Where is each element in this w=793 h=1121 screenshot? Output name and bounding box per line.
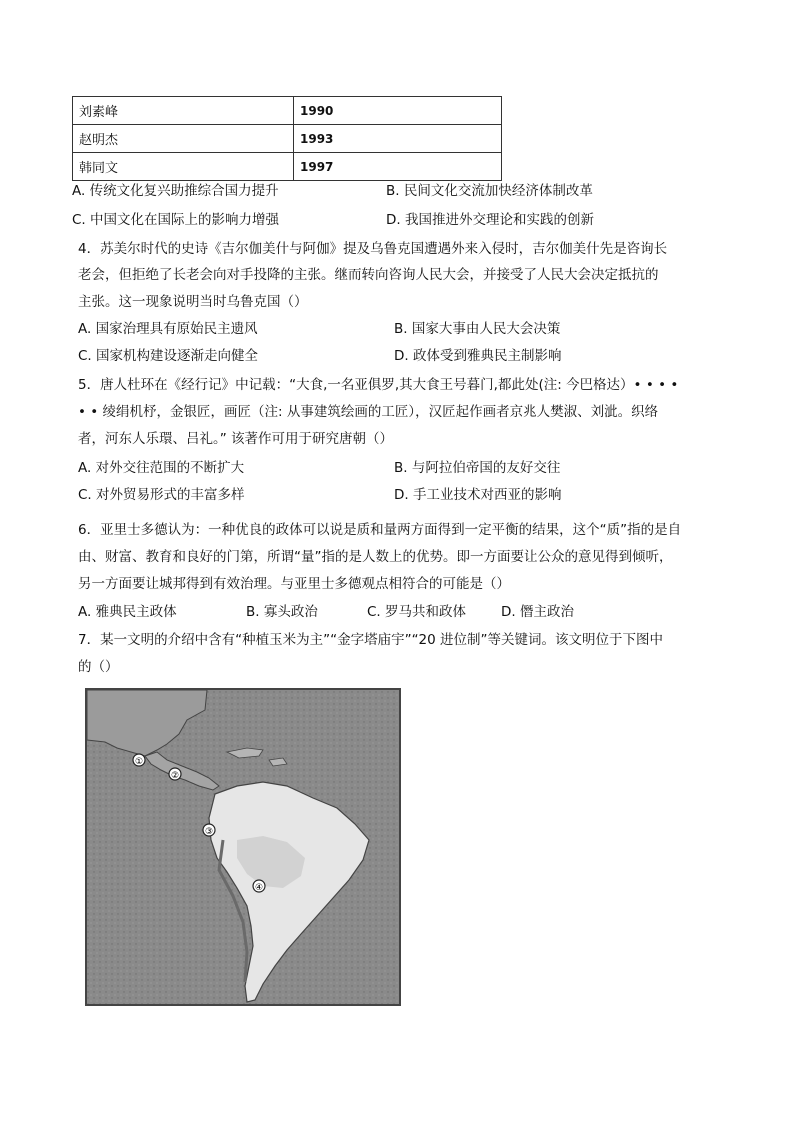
america-map (87, 690, 399, 1004)
q6-stem-line-2: 由、财富、教育和良好的门第，所谓“量”指的是人数上的优势。即一方面要让公众的意见得到倾听， (78, 549, 673, 565)
svg-text:③: ③ (204, 827, 214, 837)
q6-option-a: A. 雅典民主政体 (78, 604, 177, 620)
q5-option-d: D. 手工业技术对西亚的影响 (394, 487, 562, 503)
map-marker-4 (253, 880, 265, 893)
q4-stem-line-3: 主张。这一现象说明当时乌鲁克国（） (78, 294, 308, 310)
q5-option-b: B. 与阿拉伯帝国的友好交往 (394, 460, 561, 476)
table-cell-name: 刘素峰 (73, 97, 294, 125)
q3-option-a: A. 传统文化复兴助推综合国力提升 (72, 183, 279, 199)
q6-stem-line-3: 另一方面要让城邦得到有效治理。与亚里士多德观点相符合的可能是（） (78, 576, 510, 592)
q4-stem-line-1: 4．苏美尔时代的史诗《吉尔伽美什与阿伽》提及乌鲁克国遭遇外来入侵时，吉尔伽美什先是咨询长 (78, 241, 668, 257)
q6-option-d: D. 僭主政治 (501, 604, 574, 620)
q4-option-d: D. 政体受到雅典民主制影响 (394, 348, 562, 364)
q6-option-b: B. 寡头政治 (246, 604, 318, 620)
q6-option-c: C. 罗马共和政体 (367, 604, 467, 620)
q7-stem-line-1: 7．某一文明的介绍中含有“种植玉米为主”“金字塔庙宇”“20 进位制”等关键词。该文明位于下图中 (78, 632, 664, 648)
table-row (73, 97, 502, 125)
q5-option-a: A. 对外交往范围的不断扩大 (78, 460, 245, 476)
america-map-figure (85, 688, 401, 1006)
q5-stem-line-2: • • 绫绢机杼，金银匠，画匠（注: 从事建筑绘画的工匠），汉匠起作画者京兆人樊淑、刘泚。织络 (78, 404, 659, 420)
table-cell-year: 1993 (294, 125, 502, 153)
svg-text:①: ① (134, 757, 144, 767)
q3-option-c: C. 中国文化在国际上的影响力增强 (72, 212, 280, 228)
q5-option-c: C. 对外贸易形式的丰富多样 (78, 487, 245, 503)
q3-option-b: B. 民间文化交流加快经济体制改革 (386, 183, 593, 199)
table-cell-year: 1990 (294, 97, 502, 125)
awards-table (72, 96, 502, 181)
q4-option-c: C. 国家机构建设逐渐走向健全 (78, 348, 259, 364)
table-row (73, 153, 502, 181)
table-cell-year: 1997 (294, 153, 502, 181)
q6-stem-line-1: 6．亚里士多德认为：一种优良的政体可以说是质和量两方面得到一定平衡的结果，这个“质”指的是自 (78, 522, 682, 538)
table-row (73, 125, 502, 153)
q4-stem-line-2: 老会，但拒绝了长老会向对手投降的主张。继而转向咨询人民大会，并接受了人民大会决定抵抗的 (78, 267, 659, 283)
table-cell-name: 赵明杰 (73, 125, 294, 153)
map-marker-3 (203, 824, 215, 837)
q4-option-b: B. 国家大事由人民大会决策 (394, 321, 561, 337)
q4-option-a: A. 国家治理具有原始民主遗风 (78, 321, 258, 337)
map-marker-2 (169, 768, 181, 781)
table-cell-name: 韩同文 (73, 153, 294, 181)
q7-stem-line-2: 的（） (78, 659, 119, 675)
svg-text:②: ② (170, 771, 180, 781)
q5-stem-line-1: 5．唐人杜环在《经行记》中记载：“大食,一名亚俱罗,其大食王号暮门,都此处(注: 今巴格达）• • • • (78, 377, 679, 393)
q5-stem-line-3: 者，河东人乐環、吕礼。” 该著作可用于研究唐朝（） (78, 431, 394, 447)
svg-text:④: ④ (254, 883, 264, 893)
map-marker-1 (133, 754, 145, 767)
q3-option-d: D. 我国推进外交理论和实践的创新 (386, 212, 594, 228)
